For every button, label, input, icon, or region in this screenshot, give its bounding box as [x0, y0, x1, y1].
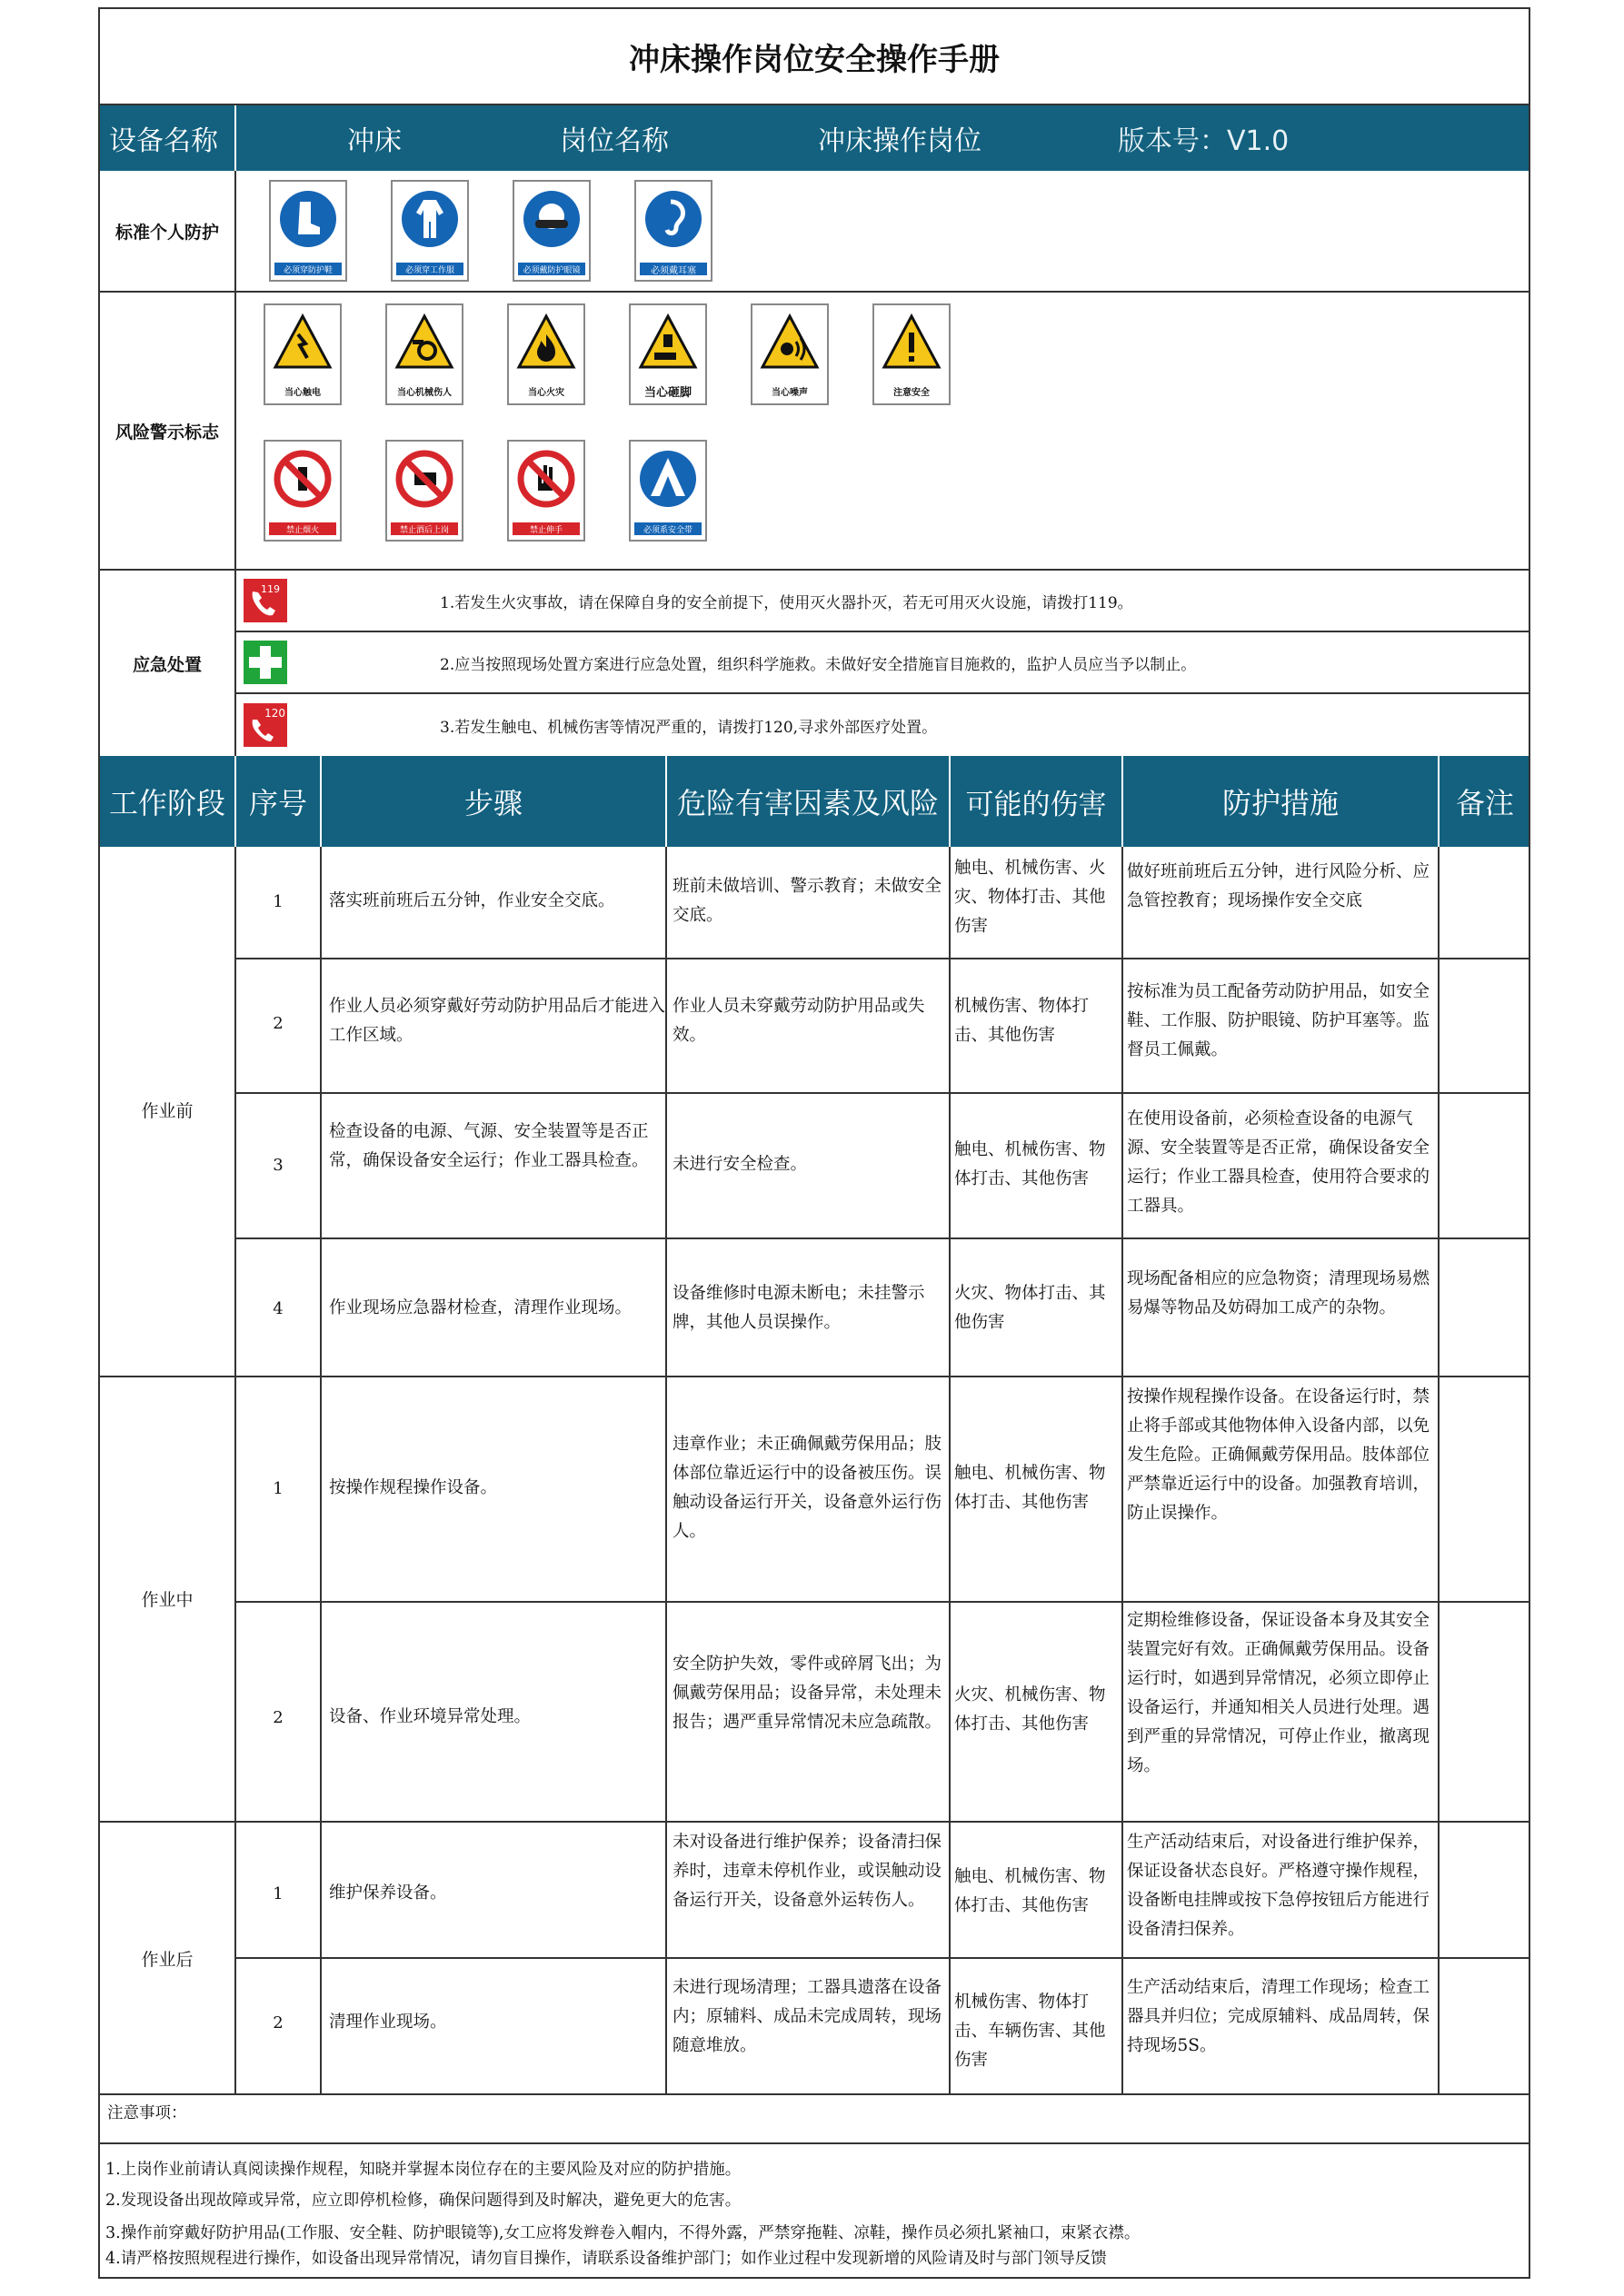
workwear-sign-icon [391, 180, 469, 282]
table-bottom-line [100, 2093, 1529, 2095]
row-divider [236, 1092, 1529, 1094]
measure-cell: 做好班前班后五分钟，进行风险分析、应急管控教育；现场操作安全交底 [1127, 862, 1430, 910]
grid-line [1121, 847, 1123, 2093]
sign-label: 当心机械伤人 [397, 387, 452, 398]
ppe-label: 标准个人防护 [100, 171, 236, 291]
hazard-cell: 未对设备进行维护保养；设备清扫保养时，违章未停机作业，或误触动设备运行开关，设备意外运转伤人。 [673, 1833, 942, 1910]
step-cell: 检查设备的电源、气源、安全装置等是否正常，确保设备安全运行；作业工器具检查。 [329, 1122, 649, 1170]
sign-label: 注意安全 [893, 387, 930, 398]
page-title: 冲床操作岗位安全操作手册 [100, 9, 1529, 105]
hazard-cell: 作业人员未穿戴劳动防护用品或失效。 [673, 997, 925, 1045]
emergency-text: 2.应当按照现场处置方案进行应急处置，组织科学施救。未做好安全措施盲目施救的，监护人员应当予以制止。 [440, 655, 1197, 674]
hazard-cell: 安全防护失效，零件或碎屑飞出；为佩戴劳保用品；设备异常，未处理未报告；遇严重异常情况未应急疏散。 [673, 1655, 942, 1732]
hazard-cell: 违章作业；未正确佩戴劳保用品；肢体部位靠近运行中的设备被压伤。误触动设备运行开关，设备意外运行伤人。 [673, 1435, 942, 1541]
col-header-remark: 备注 [1455, 786, 1514, 820]
grid-line [320, 847, 322, 2093]
noise-warning-icon [751, 303, 829, 405]
injury-cell: 火灾、机械伤害、物体打击、其他伤害 [954, 1685, 1106, 1734]
ambulance-phone-120-icon [244, 703, 287, 747]
device-value: 冲床 [347, 125, 402, 157]
col-header-no: 序号 [236, 756, 322, 847]
sign-label: 当心火灾 [528, 387, 564, 398]
sign-label: 必须穿防护鞋 [274, 263, 342, 275]
injury-cell: 火灾、物体打击、其他伤害 [954, 1284, 1106, 1332]
no-drinking-sign-icon [385, 440, 463, 542]
sign-label: 必须穿工作服 [396, 263, 463, 275]
post-value: 冲床操作岗位 [818, 125, 981, 157]
injury-cell: 触电、机械伤害、火灾、物体打击、其他伤害 [954, 859, 1106, 936]
hazard-cell: 设备维修时电源未断电；未挂警示牌，其他人员误操作。 [673, 1284, 925, 1332]
electric-shock-warning-icon [264, 303, 342, 405]
measure-cell: 定期检维修设备，保证设备本身及其安全装置完好有效。正确佩戴劳保用品。设备运行时，如遇到异常情况，必须立即停止设备运行，并通知相关人员进行处理。遇到严重的异常情况，可停止作业，撤离现场。 [1127, 1611, 1430, 1775]
sign-label: 当心砸脚 [643, 385, 692, 398]
emergency-text: 3.若发生触电、机械伤害等情况严重的，请拨打120,寻求外部医疗处置。 [440, 718, 938, 737]
hazard-cell: 未进行现场清理；工器具遗落在设备内；原辅料、成品未完成周转，现场随意堆放。 [673, 1978, 942, 2055]
note-item: 2.发现设备出现故障或异常，应立即停机检修，确保问题得到及时解决，避免更大的危害。 [105, 2192, 742, 2210]
injury-cell: 触电、机械伤害、物体打击、其他伤害 [954, 1140, 1106, 1188]
header-divider [234, 105, 236, 171]
step-cell: 按操作规程操作设备。 [329, 1478, 498, 1497]
injury-cell: 机械伤害、物体打击、车辆伤害、其他伤害 [954, 1993, 1106, 2070]
grid-line [949, 847, 951, 2093]
step-cell: 设备、作业环境异常处理。 [329, 1707, 532, 1726]
emergency-item [236, 694, 1529, 756]
sign-label: 必须戴耳塞 [640, 263, 707, 275]
sign-label: 禁止伸手 [513, 522, 580, 535]
col-header-step: 步骤 [322, 756, 667, 847]
sign-label: 禁止酒后上岗 [391, 522, 458, 535]
foot-crush-warning-icon [629, 303, 707, 405]
measure-cell: 生产活动结束后，清理工作现场；检查工器具并归位；完成原辅料、成品周转，保持现场5S。 [1127, 1978, 1430, 2055]
injury-cell: 机械伤害、物体打击、其他伤害 [954, 997, 1090, 1045]
machine-injury-warning-icon [385, 303, 463, 405]
col-header-injury: 可能的伤害 [951, 756, 1123, 847]
row-number: 1 [273, 892, 284, 911]
note-item: 3.操作前穿戴好防护用品(工作服、安全鞋、防护眼镜等),女工应将发辫卷入帽内，不得外露，严禁穿拖鞋、凉鞋，操作员必须扎紧袖口，束紧衣襟。 [105, 2224, 1141, 2242]
emergency-item [236, 632, 1529, 694]
injury-cell: 触电、机械伤害、物体打击、其他伤害 [954, 1464, 1106, 1512]
hazard-cell: 未进行安全检查。 [673, 1155, 808, 1174]
svg-text:119: 119 [261, 583, 280, 595]
col-header-hazard: 危险有害因素及风险 [667, 756, 951, 847]
row-number: 1 [273, 1884, 284, 1903]
grid-line [665, 847, 667, 2093]
row-number: 1 [273, 1479, 284, 1498]
step-cell: 作业人员必须穿戴好劳动防护用品后才能进入工作区域。 [329, 997, 665, 1045]
table-header [100, 756, 1529, 847]
manual-sheet [98, 7, 1530, 2279]
note-item: 1.上岗作业前请认真阅读操作规程，知晓并掌握本岗位存在的主要风险及对应的防护措施。 [105, 2161, 742, 2179]
version-label: 版本号：V1.0 [1118, 125, 1290, 157]
stage-divider [100, 1821, 1529, 1823]
safety-belt-sign-icon [629, 440, 707, 542]
no-hand-sign-icon [507, 440, 585, 542]
measure-cell: 按操作规程操作设备。在设备运行时，禁止将手部或其他物体伸入设备内部，以免发生危险。正确佩戴劳保用品。肢体部位严禁靠近运行中的设备。加强教育培训，防止误操作。 [1127, 1387, 1430, 1523]
step-cell: 维护保养设备。 [329, 1884, 447, 1903]
row-number: 3 [273, 1156, 284, 1175]
stage-divider [100, 1376, 1529, 1377]
no-fire-sign-icon [264, 440, 342, 542]
row-divider [236, 1957, 1529, 1959]
measure-cell: 生产活动结束后，对设备进行维护保养，保证设备状态良好。严格遵守操作规程，设备断电挂牌或按下急停按钮后方能进行设备清扫保养。 [1127, 1833, 1430, 1939]
stage-before: 作业前 [141, 1101, 194, 1121]
svg-text:120: 120 [264, 707, 285, 720]
info-header [100, 105, 1529, 171]
step-cell: 落实班前班后五分钟，作业安全交底。 [329, 891, 615, 910]
row-number: 4 [273, 1299, 284, 1318]
row-divider [236, 1237, 1529, 1239]
fire-phone-119-icon [244, 579, 287, 622]
col-header-measure: 防护措施 [1123, 756, 1440, 847]
notes-label: 注意事项： [107, 2104, 187, 2122]
emergency-row [100, 571, 1529, 756]
hazard-cell: 班前未做培训、警示教育；未做安全交底。 [673, 877, 942, 925]
row-number: 2 [273, 1708, 284, 1727]
measure-cell: 现场配备相应的应急物资；清理现场易燃易爆等物品及妨碍加工成产的杂物。 [1127, 1269, 1430, 1317]
risk-row [100, 293, 1529, 571]
row-number: 2 [273, 1014, 284, 1033]
row-divider [236, 1601, 1529, 1603]
grid-line [234, 847, 236, 2093]
device-label: 设备名称 [109, 125, 218, 157]
row-number: 2 [273, 2013, 284, 2033]
caution-warning-icon [872, 303, 951, 405]
col-header-stage: 工作阶段 [100, 756, 236, 847]
risk-label: 风险警示标志 [100, 293, 236, 569]
ppe-row [100, 171, 1529, 293]
sign-label: 当心触电 [284, 387, 321, 398]
measure-cell: 按标准为员工配备劳动防护用品，如安全鞋、工作服、防护眼镜、防护耳塞等。监督员工佩戴。 [1127, 982, 1430, 1059]
earplug-sign-icon [634, 180, 712, 282]
stage-after: 作业后 [141, 1950, 194, 1970]
emergency-text: 1.若发生火灾事故，请在保障自身的安全前提下，使用灭火器扑灭，若无可用灭火设施，请拨打119。 [440, 593, 1133, 612]
boots-sign-icon [269, 180, 347, 282]
row-divider [236, 958, 1529, 959]
step-cell: 作业现场应急器材检查，清理作业现场。 [329, 1298, 633, 1317]
stage-during: 作业中 [141, 1590, 194, 1610]
injury-cell: 触电、机械伤害、物体打击、其他伤害 [954, 1867, 1106, 1915]
emergency-item [236, 571, 1529, 632]
note-item: 4.请严格按照规程进行操作，如设备出现异常情况，请勿盲目操作，请联系设备维护部门；如作业过程中发现新增的风险请及时与部门领导反馈 [105, 2250, 1107, 2268]
fire-warning-icon [507, 303, 585, 405]
sign-label: 必须系安全带 [634, 522, 702, 535]
notes-divider [100, 2142, 1529, 2144]
sign-label: 禁止烟火 [269, 522, 336, 535]
step-cell: 清理作业现场。 [329, 2013, 447, 2032]
emergency-label: 应急处置 [100, 571, 236, 756]
post-label: 岗位名称 [560, 125, 669, 157]
first-aid-icon [244, 641, 287, 684]
sign-label: 当心噪声 [772, 387, 808, 398]
grid-line [1438, 847, 1440, 2093]
measure-cell: 在使用设备前，必须检查设备的电源气源、安全装置等是否正常，确保设备安全运行；作业工器具检查，使用符合要求的工器具。 [1127, 1109, 1430, 1216]
goggles-sign-icon [513, 180, 591, 282]
sign-label: 必须戴防护眼镜 [518, 263, 585, 275]
